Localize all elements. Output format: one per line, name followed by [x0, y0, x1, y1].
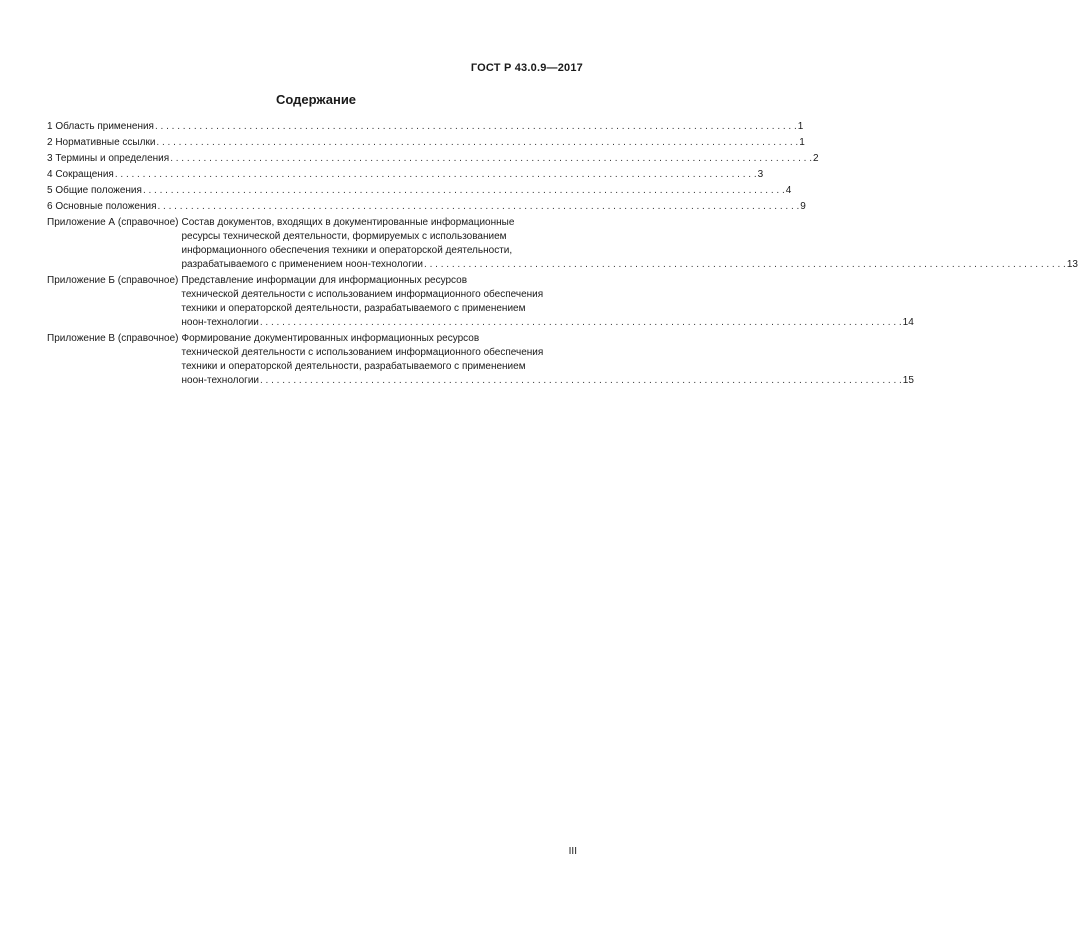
appendix-label: Приложение Б (справочное) — [47, 275, 179, 286]
table-of-contents — [47, 120, 1078, 390]
toc-leader-dots — [143, 184, 785, 198]
page-number: III — [568, 846, 577, 857]
toc-leader-dots — [156, 136, 798, 150]
toc-entry-text: 1 Область применения — [47, 121, 154, 132]
toc-entry-page: 3 — [757, 169, 764, 180]
toc-entry-text: 4 Сокращения — [47, 169, 114, 180]
toc-entry-text: 6 Основные положения — [47, 201, 157, 212]
toc-entry-page: 1 — [797, 121, 804, 132]
appendix-title-line: разрабатываемого с применением ноон-технологии — [181, 259, 424, 270]
toc-entry-text: 3 Термины и определения — [47, 153, 170, 164]
toc-appendix-b[interactable] — [47, 274, 914, 330]
toc-leader-dots — [115, 168, 757, 182]
toc-entry-4[interactable] — [47, 168, 764, 182]
toc-entry-page: 14 — [902, 317, 914, 328]
appendix-title-line: ресурсы технической деятельности, формируемых с использованием — [181, 231, 507, 242]
toc-entry-page: 9 — [800, 201, 806, 212]
appendix-label: Приложение А (справочное) — [47, 217, 179, 228]
document-standard-header: ГОСТ Р 43.0.9—2017 — [470, 62, 583, 74]
toc-leader-dots — [260, 374, 902, 388]
toc-leader-dots — [424, 258, 1066, 272]
appendix-title-line: технической деятельности с использованием информационного обеспечения — [181, 289, 544, 300]
toc-entry-3[interactable] — [47, 152, 819, 166]
toc-entry-2[interactable] — [47, 136, 805, 150]
toc-entry-6[interactable] — [47, 200, 806, 214]
appendix-title-line: Состав документов, входящих в документированные информационные — [181, 217, 515, 228]
appendix-title-line: информационного обеспечения техники и операторской деятельности, — [181, 245, 513, 256]
toc-leader-dots — [155, 120, 797, 134]
appendix-title-line: Представление информации для информационных ресурсов — [181, 275, 468, 286]
toc-leader-dots — [158, 200, 800, 214]
appendix-title-line: техники и операторской деятельности, разрабатываемого с применением — [181, 361, 526, 372]
appendix-title-line: ноон-технологии — [181, 317, 259, 328]
toc-entry-page: 1 — [799, 137, 805, 148]
toc-entry-text: 5 Общие положения — [47, 185, 142, 196]
toc-entry-page: 4 — [785, 185, 792, 196]
appendix-title-line: технической деятельности с использованием информационного обеспечения — [181, 347, 544, 358]
appendix-label: Приложение В (справочное) — [47, 333, 179, 344]
appendix-title-line: Формирование документированных информационных ресурсов — [181, 333, 480, 344]
toc-entry-page: 13 — [1066, 259, 1078, 270]
toc-leader-dots — [260, 316, 902, 330]
toc-leader-dots — [170, 152, 812, 166]
toc-appendix-v[interactable] — [47, 332, 914, 388]
appendix-title-line: техники и операторской деятельности, разрабатываемого с применением — [181, 303, 526, 314]
toc-entry-text: 2 Нормативные ссылки — [47, 137, 156, 148]
toc-entry-5[interactable] — [47, 184, 792, 198]
toc-entry-page: 15 — [902, 375, 914, 386]
page-title: Содержание — [275, 92, 357, 107]
appendix-title-line: ноон-технологии — [181, 375, 259, 386]
toc-entry-1[interactable] — [47, 120, 804, 134]
toc-entry-page: 2 — [812, 153, 819, 164]
toc-appendix-a[interactable] — [47, 216, 1078, 272]
